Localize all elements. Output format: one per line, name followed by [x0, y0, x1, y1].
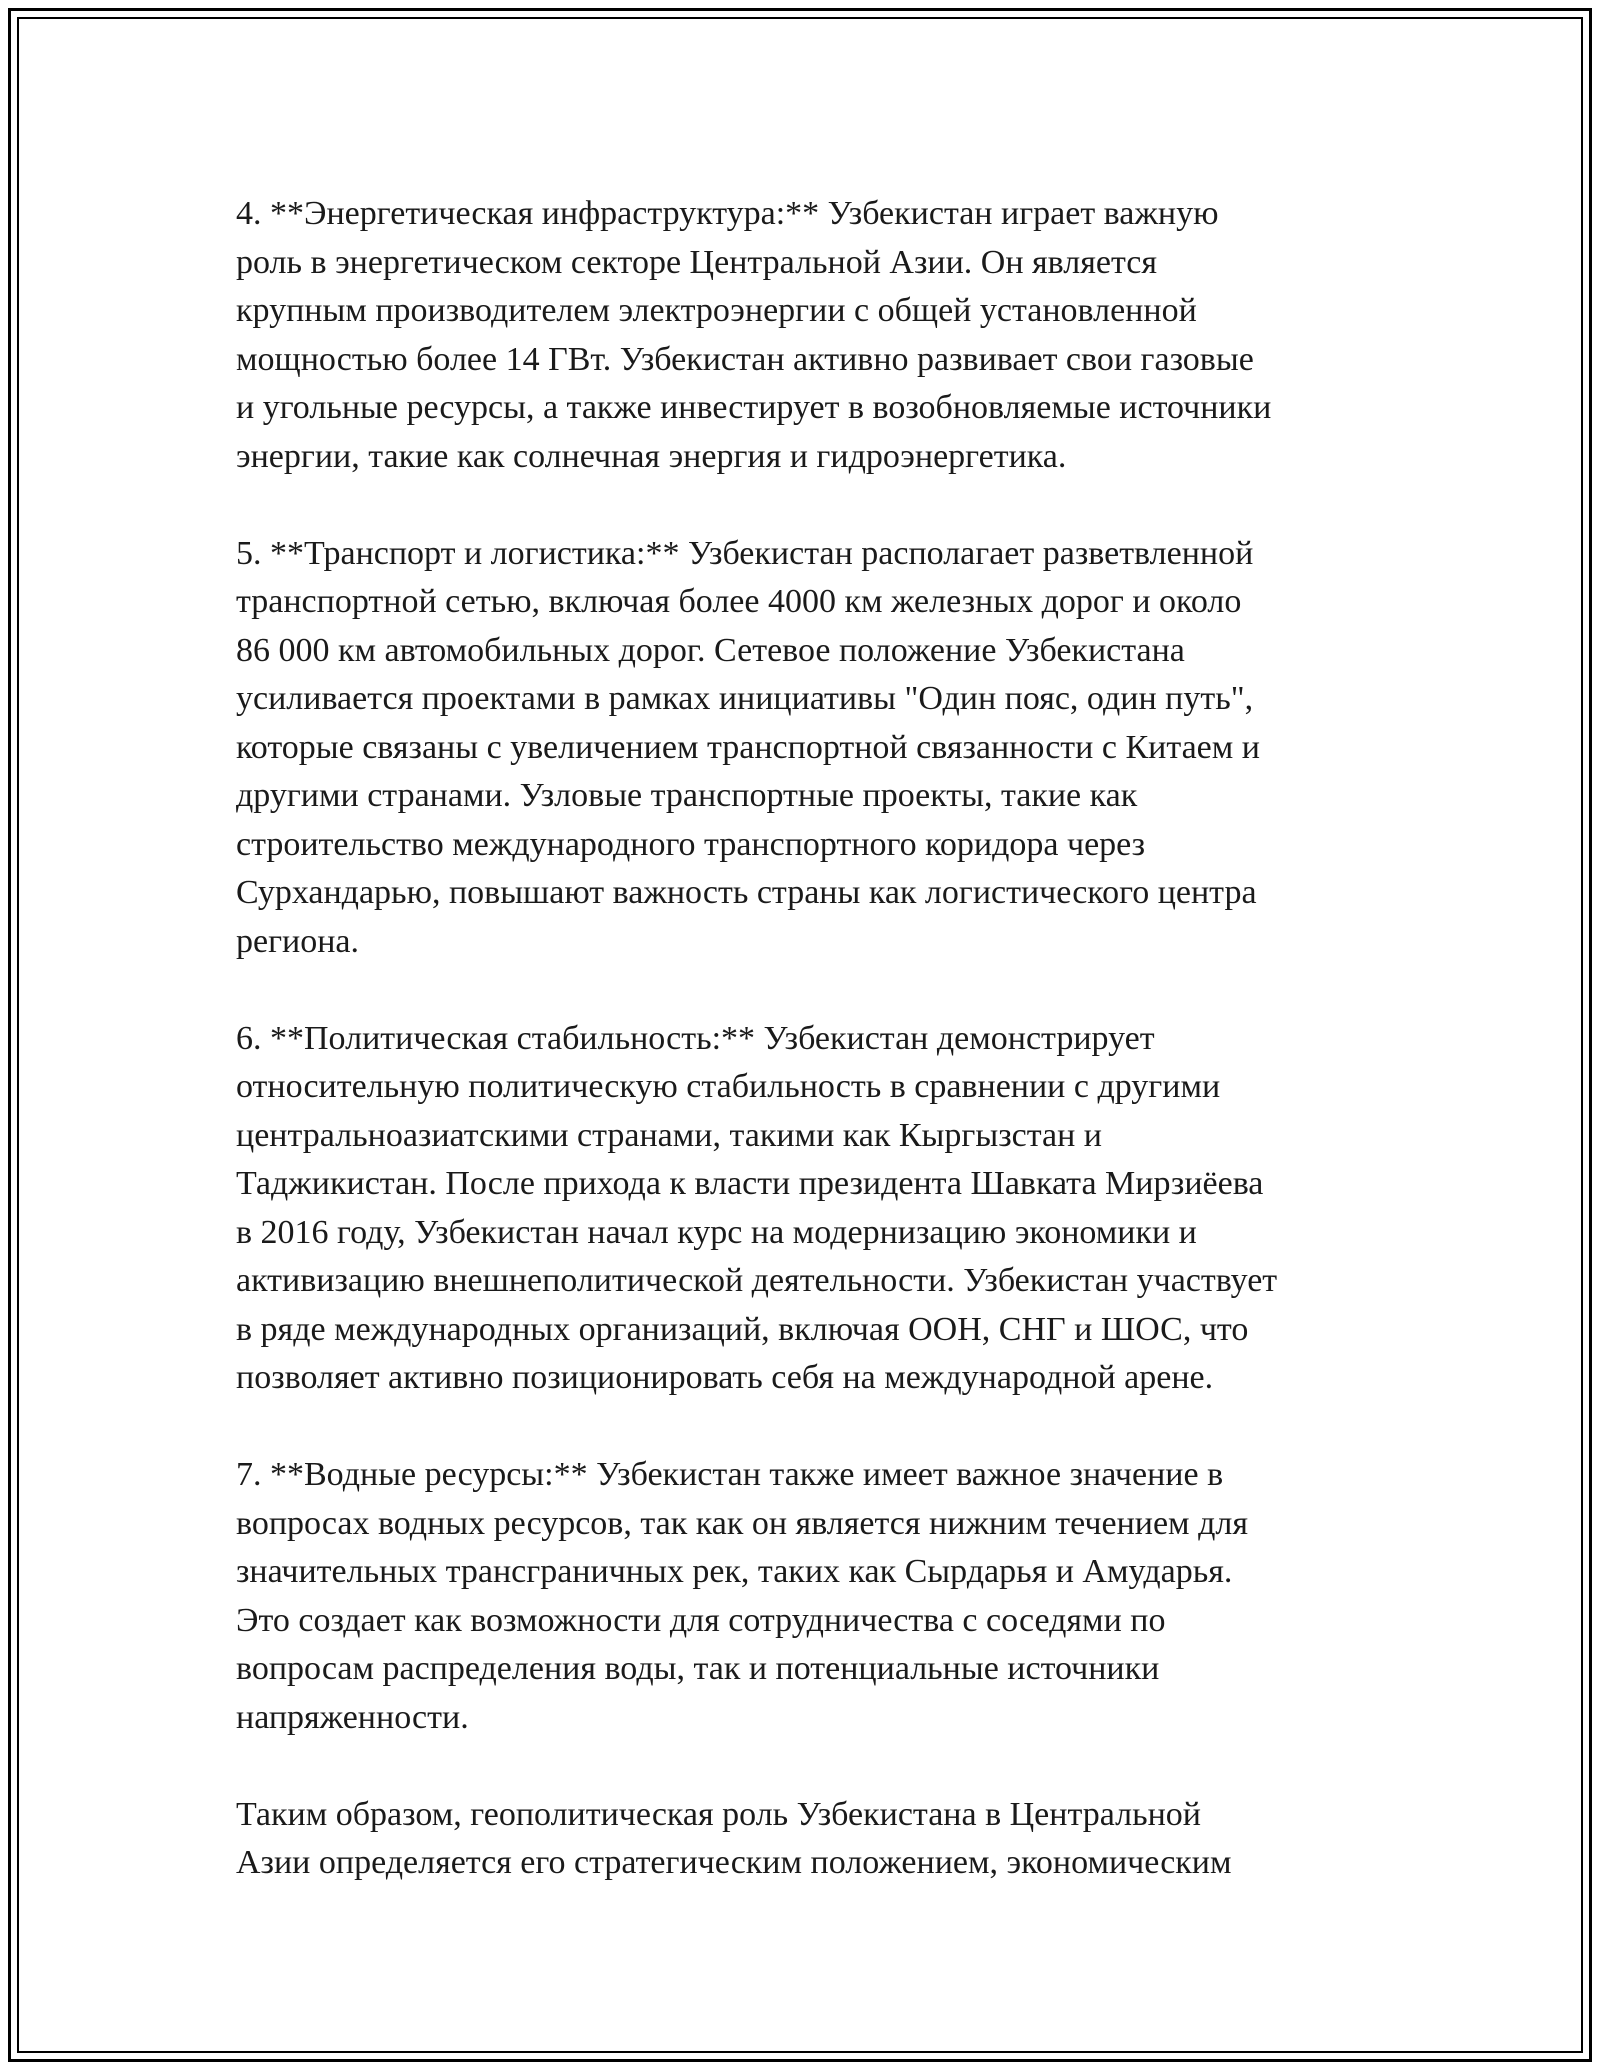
paragraph-transport-logistics: 5. **Транспорт и логистика:** Узбекистан располагает разветвленной транспортной сетью, включая более 4000 км железных дорог и около 86 000 км автомобильных дорог. Сетевое положение Узбекистана усиливается проектами в рамках инициативы "Один пояс, один путь", которые связаны с увеличением транспортной связанности с Китаем и другими странами. Узловые транспортные проекты, такие как строительство международного транспортного коридора через Сурхандарью, повышают важность страны как логистического центра региона. — [236, 534, 1260, 960]
paragraph-energy-infrastructure: 4. **Энергетическая инфраструктура:** Узбекистан играет важную роль в энергетическом секторе Центральной Азии. Он является крупным производителем электроэнергии с общей установленной мощностью более 14 ГВт. Узбекистан активно развивает свои газовые и угольные ресурсы, а также инвестирует в возобновляемые источники энергии, такие как солнечная энергия и гидроэнергетика. — [236, 195, 1272, 475]
paragraph-conclusion: Таким образом, геополитическая роль Узбекистана в Центральной Азии определяется его стратегическим положением, экономическим — [236, 1795, 1232, 1881]
paragraph-water-resources: 7. **Водные ресурсы:** Узбекистан также имеет важное значение в вопросах водных ресурсов, так как он является нижним течением для значительных трансграничных рек, таких как Сырдарья и Амударья. Это создает как возможности для сотрудничества с соседями по вопросам распределения воды, так и потенциальные источники напряженности. — [236, 1456, 1248, 1736]
document-body — [236, 190, 1376, 1888]
paragraph-political-stability: 6. **Политическая стабильность:** Узбекистан демонстрирует относительную политическую стабильность в сравнении с другими центральноазиатскими странами, такими как Кыргызстан и Таджикистан. После прихода к власти президента Шавката Мирзиёева в 2016 году, Узбекистан начал курс на модернизацию экономики и активизацию внешнеполитической деятельности. Узбекистан участвует в ряде международных организаций, включая ООН, СНГ и ШОС, что позволяет активно позиционировать себя на международной арене. — [236, 1019, 1278, 1396]
